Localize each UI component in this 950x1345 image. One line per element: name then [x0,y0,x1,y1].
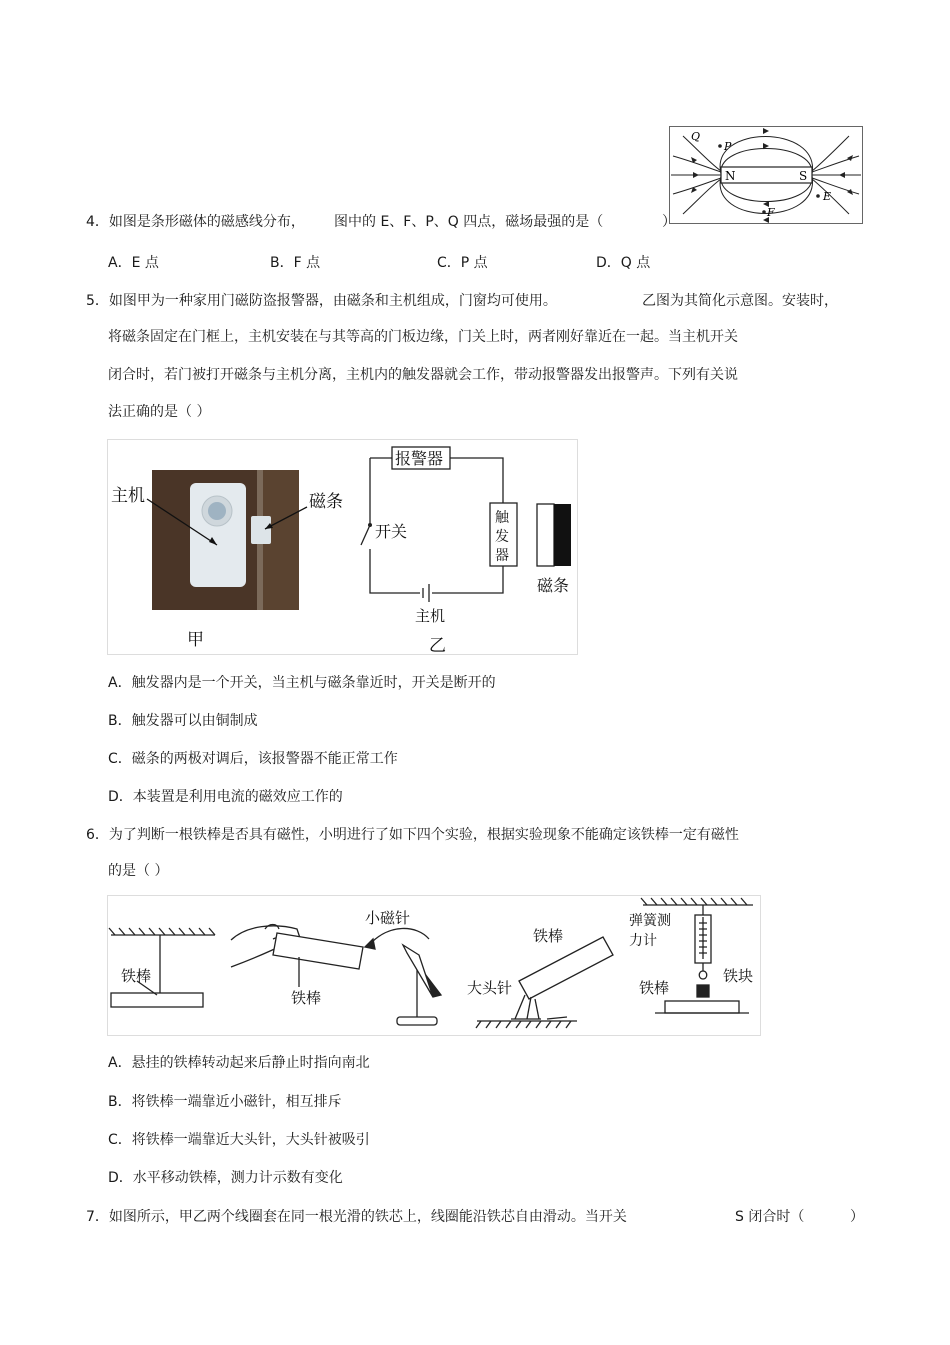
q5-option-b[interactable]: B．触发器可以由铜制成 [108,713,258,729]
alarm-figure [107,439,578,655]
label-tiekuai: 铁块 [723,967,754,985]
q7-stem-a: 7．如图所示，甲乙两个线圈套在同一根光滑的铁芯上，线圈能沿铁芯自由滑动。当开关 [86,1209,627,1225]
label-tiebang-2: 铁棒 [291,989,322,1007]
label-tiebang-1: 铁棒 [121,967,152,985]
q5-stem-4: 法正确的是（ ） [108,404,211,420]
iron-bar-experiments-figure [107,895,761,1036]
q5-option-a[interactable]: A．触发器内是一个开关，当主机与磁条靠近时，开关是断开的 [108,675,496,691]
q5-option-c[interactable]: C．磁条的两极对调后，该报警器不能正常工作 [108,751,398,767]
q4-stem-a: 4．如图是条形磁体的磁感线分布， [86,214,305,230]
q6-option-a[interactable]: A．悬挂的铁棒转动起来后静止时指向南北 [108,1055,370,1071]
label-citiao: 磁条 [309,492,343,512]
magnet-n-label: N [725,169,736,183]
label-baojingqi: 报警器 [395,449,444,468]
q4-option-b[interactable]: B．F 点 [270,255,321,271]
q5-option-d[interactable]: D．本装置是利用电流的磁效应工作的 [108,789,343,805]
label-chufaqi-1: 触 [495,510,509,526]
q4-option-a[interactable]: A．E 点 [108,255,159,271]
label-zhuji: 主机 [111,486,145,506]
label-tiebang-3: 铁棒 [533,927,564,945]
q4-stem-b: 图中的 E、F、P、Q 四点，磁场最强的是（ [334,214,604,230]
magnet-field-figure [669,126,863,224]
magnet-s-label: S [799,169,808,183]
label-kaiguan: 开关 [375,522,408,541]
q4-option-c[interactable]: C．P 点 [437,255,488,271]
label-datouzhen: 大头针 [467,979,513,997]
label-chufaqi-3: 器 [495,548,509,564]
label-tiebang-4: 铁棒 [639,979,670,997]
q4-option-d[interactable]: D．Q 点 [596,255,651,271]
q5-stem-2: 将磁条固定在门框上，主机安装在与其等高的门板边缘，门关上时，两者刚好靠近在一起。当主机开关 [108,329,738,345]
label-tanhuang-2: 力计 [629,933,657,949]
q6-stem-2: 的是（ ） [108,863,169,879]
point-f-label: F [767,206,775,219]
point-e-label: E [823,190,832,203]
q6-stem-1: 6．为了判断一根铁棒是否具有磁性，小明进行了如下四个实验，根据实验现象不能确定该铁棒一定有磁性 [86,827,739,843]
point-q-label: Q [691,130,701,143]
label-zhuji-2: 主机 [415,607,446,625]
q5-stem-3: 闭合时，若门被打开磁条与主机分离，主机内的触发器就会工作，带动报警器发出报警声。下列有关说 [108,367,738,383]
q4-stem-c: ） [662,214,676,230]
q6-option-c[interactable]: C．将铁棒一端靠近大头针，大头针被吸引 [108,1132,370,1148]
q7-stem-c: ） [850,1209,864,1225]
q5-stem-1a: 5．如图甲为一种家用门磁防盗报警器，由磁条和主机组成，门窗均可使用。 [86,293,557,309]
point-p-label: P [724,140,732,153]
label-yi: 乙 [429,636,446,655]
label-citiao-2: 磁条 [537,576,570,595]
label-tanhuang-1: 弹簧测 [629,913,671,929]
label-chufaqi-2: 发 [495,529,509,545]
label-xiaocizhen: 小磁针 [365,909,411,927]
label-jia: 甲 [187,630,204,650]
q5-stem-1b: 乙图为其简化示意图。安装时， [642,293,838,309]
q6-option-d[interactable]: D．水平移动铁棒，测力计示数有变化 [108,1170,343,1186]
q7-stem-b: S 闭合时（ [735,1209,805,1225]
q6-option-b[interactable]: B．将铁棒一端靠近小磁针，相互排斥 [108,1094,342,1110]
